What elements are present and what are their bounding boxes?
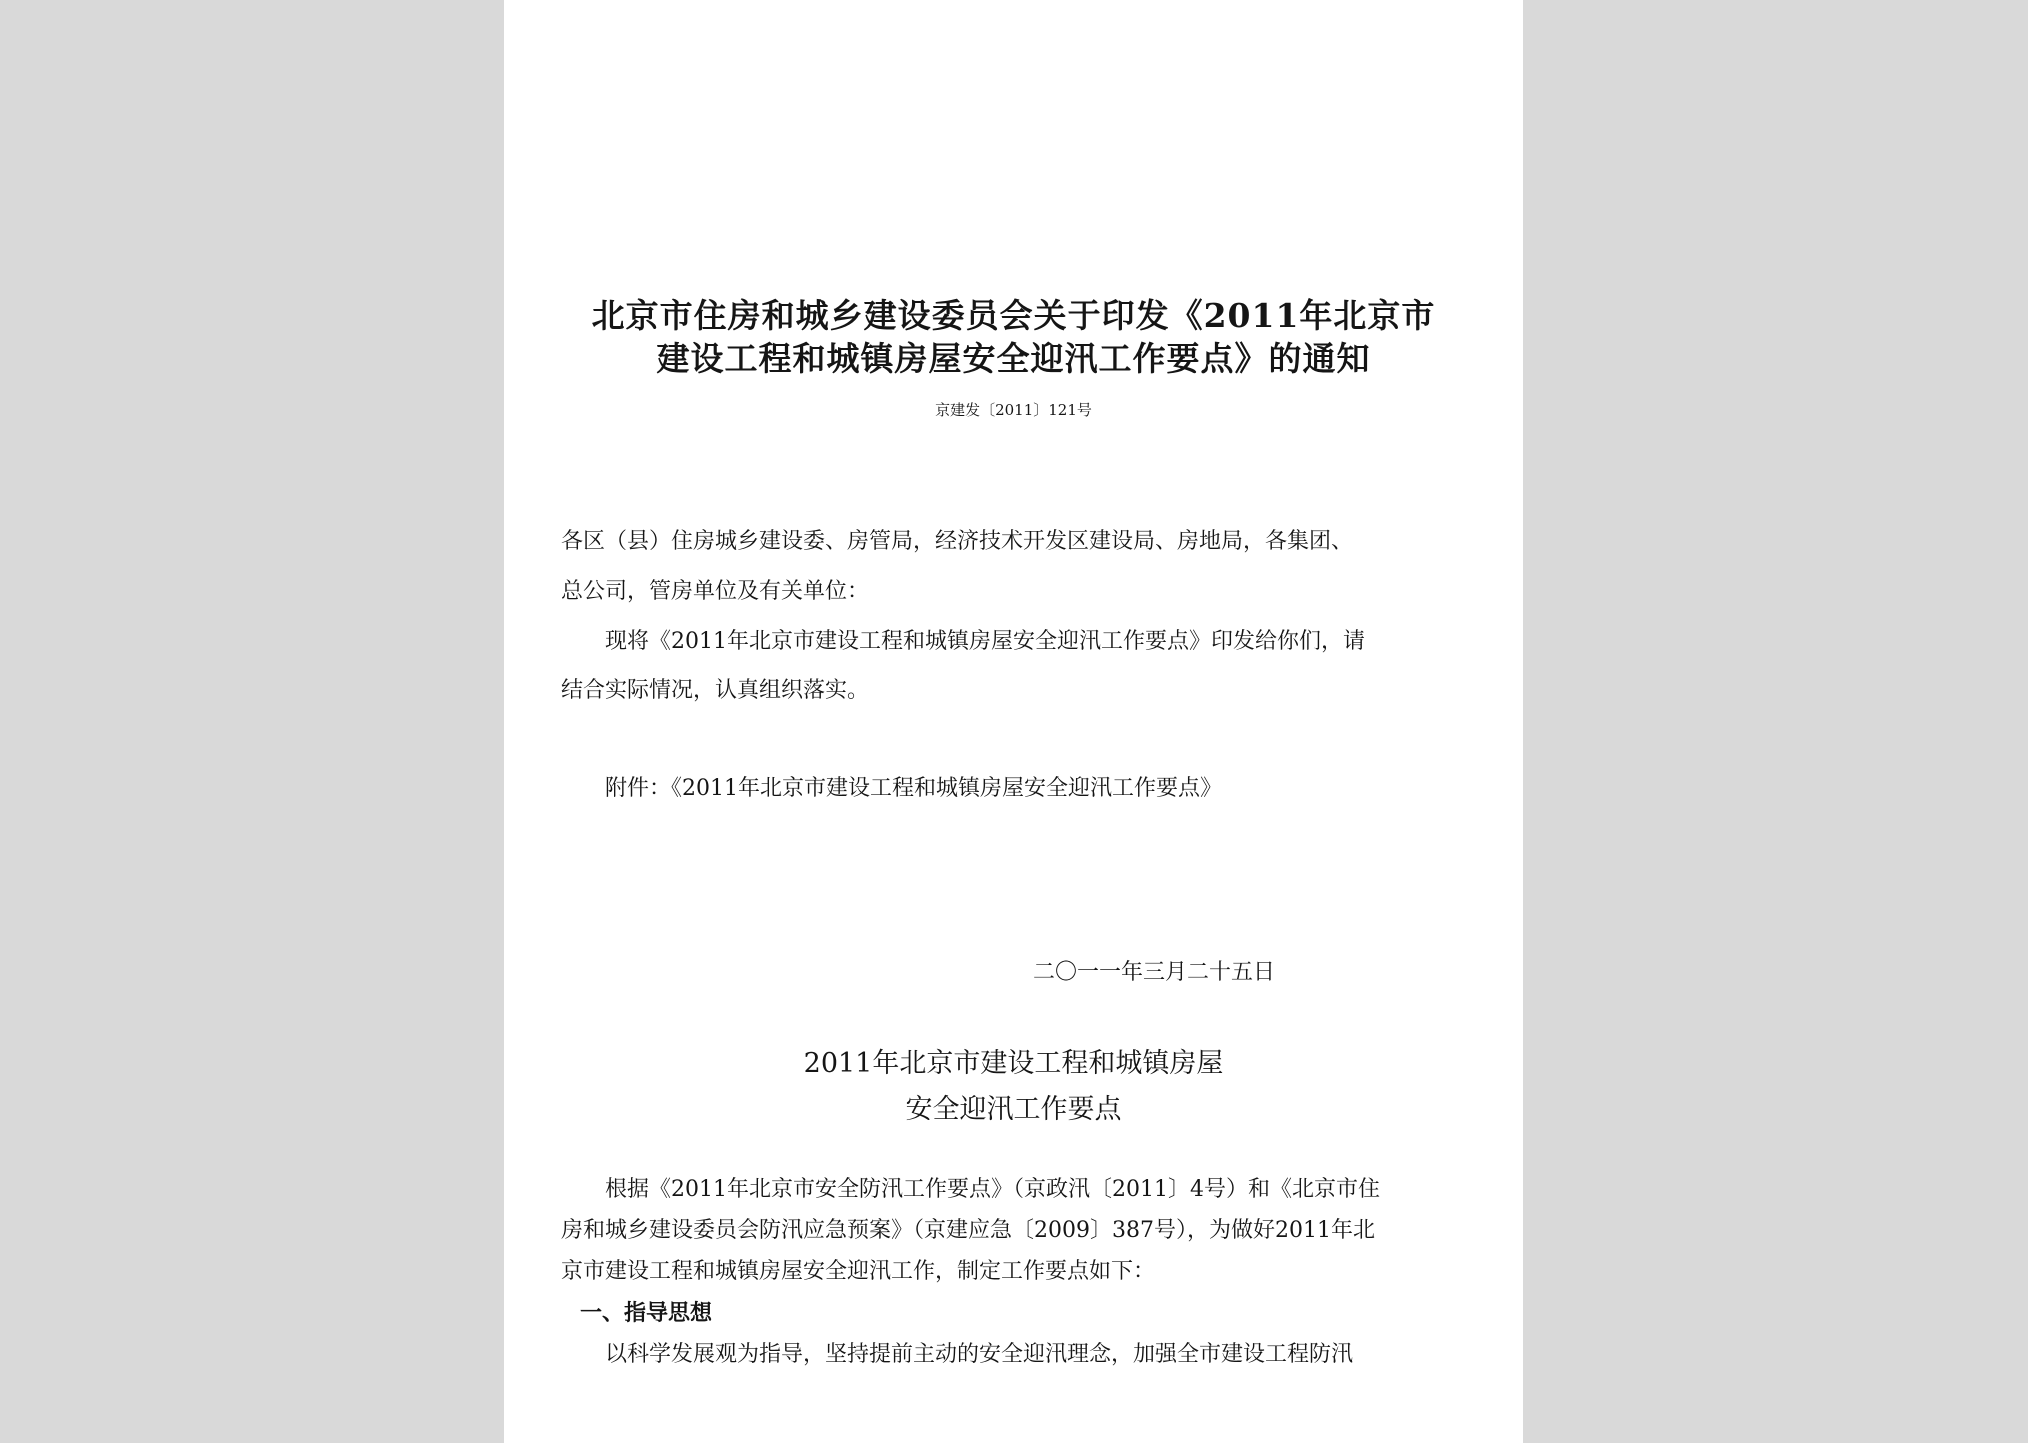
section-1-heading: 一、指导思想 [580,1300,713,1326]
issue-date: 二〇一一年三月二十五日 [1033,960,1276,985]
section-1-text: 以科学发展观为指导，坚持提前主动的安全迎汛理念，加强全市建设工程防汛 [605,1342,1354,1367]
addressee-line-2: 总公司，管房单位及有关单位： [561,579,870,604]
document-number: 京建发〔2011〕121号 [935,401,1092,419]
body-line-1: 现将《2011年北京市建设工程和城镇房屋安全迎汛工作要点》印发给你们，请 [605,629,1365,654]
key-points-title-line-2: 安全迎汛工作要点 [905,1094,1122,1125]
intro-line-3: 京市建设工程和城镇房屋安全迎汛工作，制定工作要点如下： [561,1259,1156,1284]
notice-title-line-2: 建设工程和城镇房屋安全迎汛工作要点》的通知 [656,339,1371,378]
intro-line-1: 根据《2011年北京市安全防汛工作要点》（京政汛〔2011〕4号）和《北京市住 [605,1177,1380,1202]
attachment-line: 附件：《2011年北京市建设工程和城镇房屋安全迎汛工作要点》 [605,776,1222,801]
addressee-line-1: 各区（县）住房城乡建设委、房管局，经济技术开发区建设局、房地局，各集团、 [561,529,1354,554]
intro-line-2: 房和城乡建设委员会防汛应急预案》（京建应急〔2009〕387号），为做好2011年北 [561,1218,1375,1243]
document-page [504,0,1523,1443]
key-points-title-line-1: 2011年北京市建设工程和城镇房屋 [803,1048,1224,1079]
body-line-2: 结合实际情况，认真组织落实。 [561,678,870,703]
notice-title-line-1: 北京市住房和城乡建设委员会关于印发《2011年北京市 [591,296,1436,335]
